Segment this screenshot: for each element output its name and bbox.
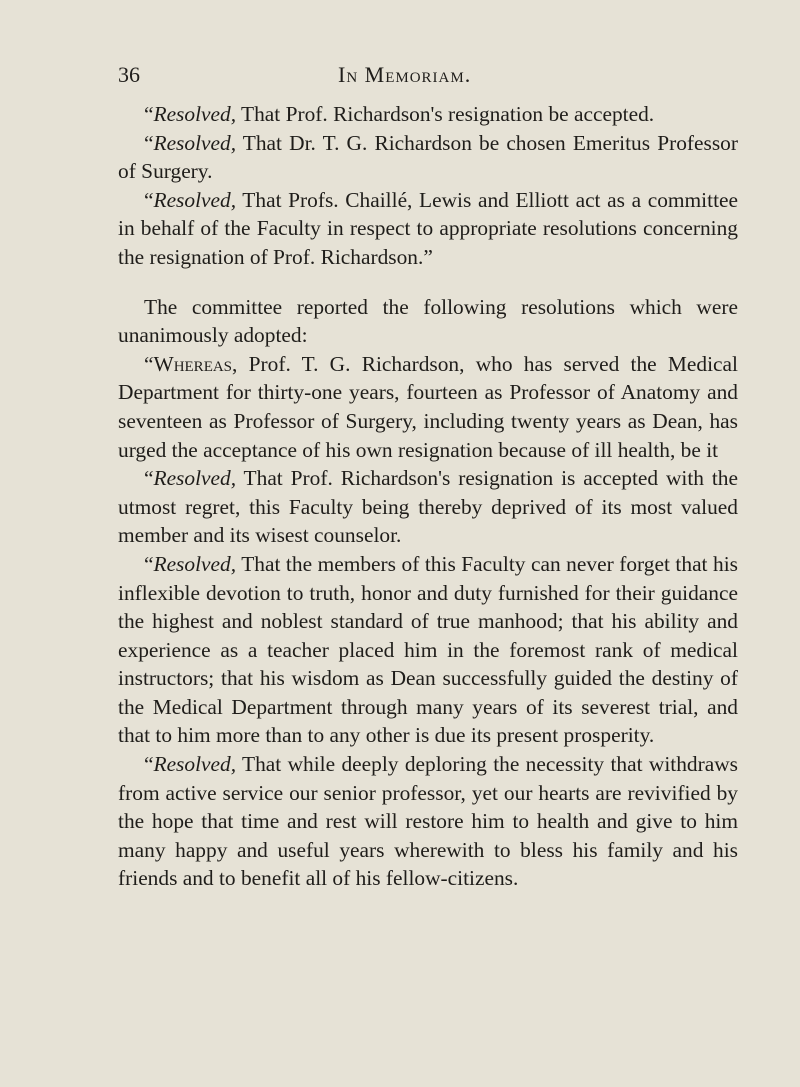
resolved-lead: Resolved, — [153, 102, 237, 126]
resolution-paragraph: “Resolved, That Dr. T. G. Richardson be chosen Emeritus Professor of Surgery. — [118, 130, 738, 184]
resolution-paragraph: “Resolved, That Prof. Richardson's resignation is accepted with the utmost regret, this Faculty being thereby deprived of its most valued member and its wisest counselor. — [118, 466, 738, 548]
page-number: 36 — [118, 62, 140, 87]
page-header — [118, 62, 740, 92]
resolved-lead: Resolved, — [153, 130, 237, 155]
resolution-paragraph: “Resolved, That while deeply deploring the necessity that withdraws from active service our senior professor, yet our hearts are revivified by the hope that time and rest will restore him to health and give to him many happy and useful years wherewith to bless his family and his friends and to benefit all of his fellow-citizens. — [118, 752, 738, 891]
resolved-lead: Resolved, — [153, 466, 237, 491]
committee-report-paragraph: The committee reported the following resolutions which were unanimously adopted: — [118, 294, 738, 348]
resolution-paragraph: “Resolved, That the members of this Faculty can never forget that his inflexible devotion to truth, honor and duty furnished for their guidance the highest and noblest standard of true manhood; that his ability and experience as a teacher placed him in the foremost rank of medical instructors; that his wisdom as Dean successfully guided the destiny of the Medical Department through many years of its severest trial, and that to him more than to any other is due its present prosperity. — [118, 551, 738, 748]
running-head: In Memoriam. — [338, 62, 472, 87]
resolution-paragraph: “Resolved, That Profs. Chaillé, Lewis and Elliott act as a committee in behalf of the Faculty in respect to appropriate resolutions concerning the resignation of Prof. Richardson.” — [118, 187, 738, 269]
resolved-lead: Resolved, — [153, 551, 237, 576]
whereas-lead: Whereas, — [153, 351, 238, 376]
resolution-paragraph: “Resolved, That Prof. Richardson's resignation be accepted. — [144, 102, 655, 126]
body-text — [118, 100, 738, 893]
resolved-lead: Resolved, — [153, 752, 237, 777]
whereas-paragraph: “Whereas, Prof. T. G. Richardson, who has served the Medical Department for thirty-one years, fourteen as Professor of Anatomy and seventeen as Professor of Surgery, including twenty years as Dean, has urged the acceptance of his own resignation because of ill health, be it — [118, 351, 738, 462]
resolved-lead: Resolved, — [153, 187, 237, 212]
